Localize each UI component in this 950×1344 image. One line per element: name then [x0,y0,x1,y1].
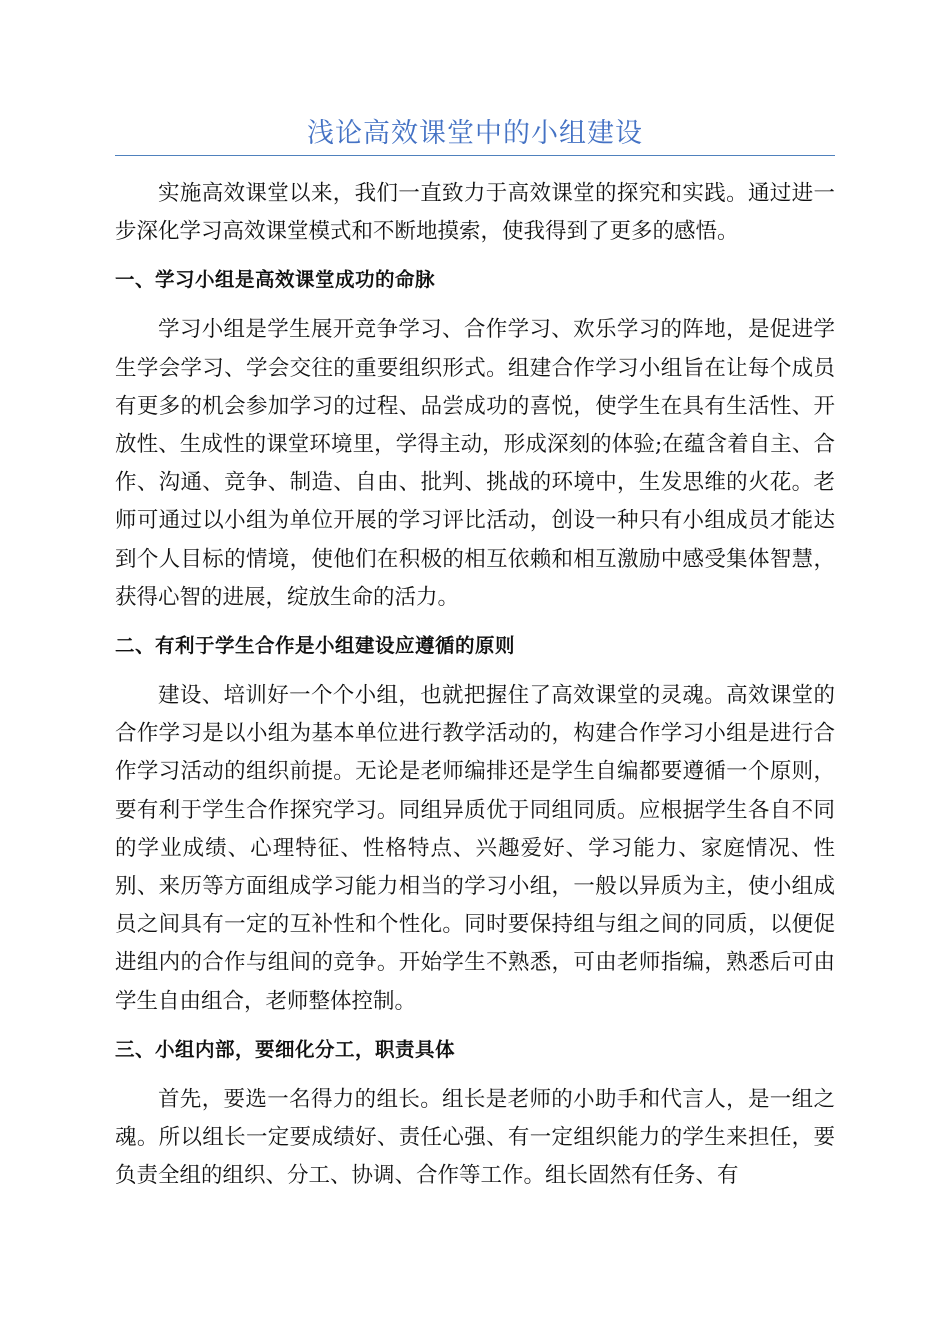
title-underline [115,155,835,156]
section-heading-1: 一、学习小组是高效课堂成功的命脉 [115,268,436,292]
section-heading-2: 二、有利于学生合作是小组建设应遵循的原则 [115,634,516,658]
intro-paragraph: 实施高效课堂以来，我们一直致力于高效课堂的探究和实践。通过进一步深化学习高效课堂模式和不断地摸索，使我得到了更多的感悟。 [115,181,835,245]
section-paragraph-3: 首先，要选一名得力的组长。组长是老师的小助手和代言人，是一组之魂。所以组长一定要成绩好、责任心强、有一定组织能力的学生来担任，要负责全组的组织、分工、协调、合作等工作。组长固然有任务、有 [115,1086,835,1189]
section-heading-3: 三、小组内部，要细化分工，职责具体 [115,1037,456,1061]
section-paragraph-1: 学习小组是学生展开竞争学习、合作学习、欢乐学习的阵地，是促进学生学会学习、学会交往的重要组织形式。组建合作学习小组旨在让每个成员有更多的机会参加学习的过程、品尝成功的喜悦，使学生在具有生活性、开放性、生成性的课堂环境里，学得主动，形成深刻的体验;在蕴含着自主、合作、沟通、竞争、制造、自由、批判、挑战的环境中，生发思维的火花。老师可通过以小组为单位开展的学习评比活动，创设一种只有小组成员才能达到个人目标的情境，使他们在积极的相互依赖和相互激励中感受集体智慧，获得心智的进展，绽放生命的活力。 [115,317,835,610]
document-title: 浅论高效课堂中的小组建设 [307,118,643,149]
document-body [115,175,835,1195]
section-paragraph-2: 建设、培训好一个个小组，也就把握住了高效课堂的灵魂。高效课堂的合作学习是以小组为基本单位进行教学活动的，构建合作学习小组是进行合作学习活动的组织前提。无论是老师编排还是学生自编都要遵循一个原则，要有利于学生合作探究学习。同组异质优于同组同质。应根据学生各自不同的学业成绩、心理特征、性格特点、兴趣爱好、学习能力、家庭情况、性别、来历等方面组成学习能力相当的学习小组，一般以异质为主，使小组成员之间具有一定的互补性和个性化。同时要保持组与组之间的同质，以便促进组内的合作与组间的竞争。开始学生不熟悉，可由老师指编，熟悉后可由学生自由组合，老师整体控制。 [115,683,835,1014]
